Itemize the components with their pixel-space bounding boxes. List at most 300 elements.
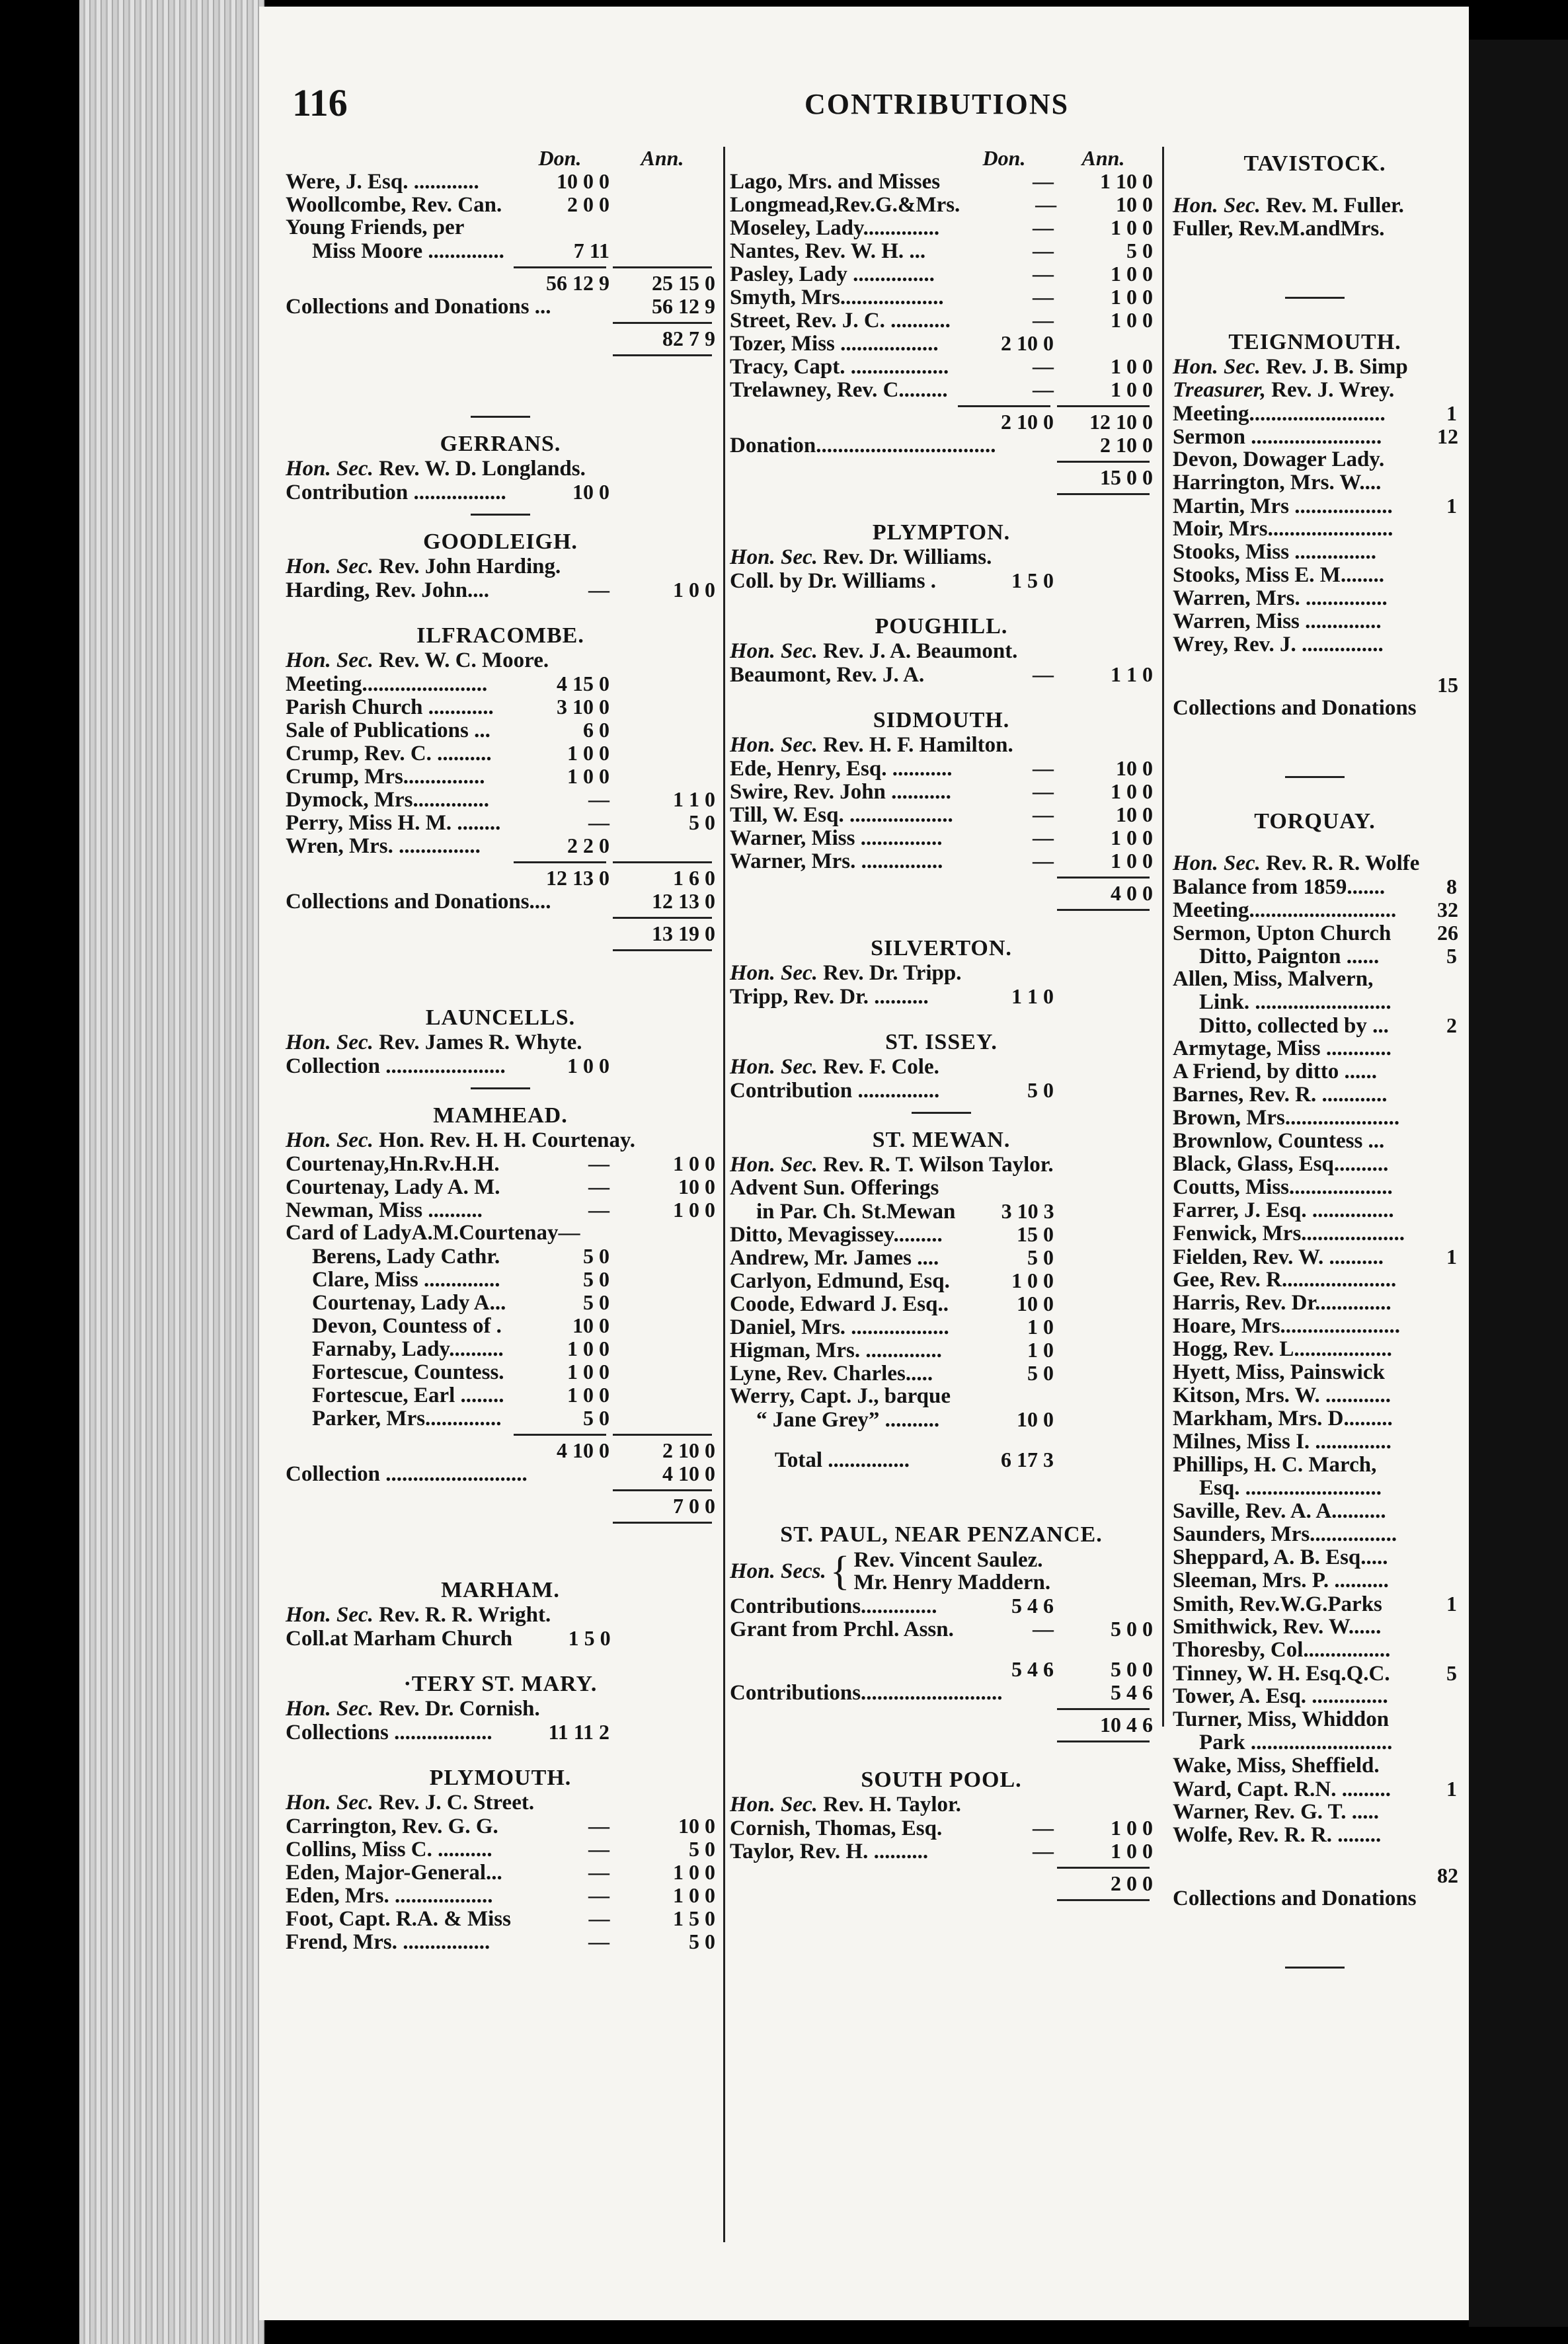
hon-sec-name: Rev. R. T. Wilson Taylor. <box>823 1153 1054 1177</box>
entry-label: Farrer, J. Esq. ............... <box>1173 1198 1394 1222</box>
entry-row <box>730 849 1153 873</box>
don-amount: — <box>1033 262 1054 286</box>
spacer <box>730 1431 1153 1448</box>
entry-label: Crump, Mrs............... <box>286 765 485 789</box>
sum-rule <box>730 401 1153 410</box>
don-amount: 26 <box>1437 921 1458 945</box>
entry-label: Fuller, Rev.M.andMrs. <box>1173 217 1385 241</box>
don-amount: 10 0 0 <box>557 169 609 193</box>
entry-label: in Par. Ch. St.Mewan <box>756 1200 956 1224</box>
entry-label: Smithwick, Rev. W...... <box>1173 1615 1382 1639</box>
entry-label: Turner, Miss, Whiddon <box>1173 1707 1390 1731</box>
hon-sec-line <box>286 1791 715 1815</box>
entry-label: Advent Sun. Offerings <box>730 1176 939 1200</box>
ann-amount: 4 0 0 <box>1111 881 1153 905</box>
section-divider <box>1173 287 1457 308</box>
entry-row <box>1173 1083 1457 1107</box>
don-amount: — <box>1033 169 1054 193</box>
entry-label: Sale of Publications ... <box>286 719 490 742</box>
entry-row <box>1173 1292 1457 1315</box>
entry-label: Devon, Countess of . <box>312 1314 502 1338</box>
don-amount: 6 17 3 <box>1001 1448 1054 1471</box>
don-amount: — <box>1033 802 1054 826</box>
entry-label: Sermon ........................ <box>1173 425 1382 449</box>
entry-label: Hyett, Miss, Painswick <box>1173 1360 1385 1384</box>
entry-row <box>1173 1014 1457 1037</box>
entry-row <box>286 719 715 742</box>
hon-sec-line <box>730 1056 1153 1079</box>
entry-row <box>730 1223 1153 1246</box>
don-amount: 2 10 0 <box>1001 410 1054 434</box>
don-amount: — <box>588 1883 609 1907</box>
entry-row <box>1173 1639 1457 1662</box>
don-rule <box>958 405 1050 407</box>
sum-rule <box>730 1704 1153 1713</box>
entry-label: Devon, Dowager Lady. <box>1173 448 1385 471</box>
section-heading: GERRANS. <box>440 432 561 456</box>
hon-sec-role: Hon. Sec. <box>286 555 373 578</box>
entry-label: Tripp, Rev. Dr. .......... <box>730 985 929 1009</box>
hon-sec-name: Rev. J. Wrey. <box>1271 378 1395 402</box>
ann-amount: 1 0 0 <box>1111 308 1153 332</box>
entry-row <box>1173 875 1457 898</box>
entry-row <box>730 193 1153 216</box>
ann-amount: 10 0 <box>1116 802 1153 826</box>
don-amount: — <box>1033 662 1054 686</box>
don-amount: — <box>588 1814 609 1838</box>
hon-secs-names <box>854 1549 1051 1594</box>
spacer <box>1173 308 1457 325</box>
hon-sec-name: Rev. H. Taylor. <box>823 1793 961 1817</box>
entry-row <box>730 985 1153 1008</box>
don-amount: 1 <box>1446 401 1457 425</box>
entry-label: Donation................................. <box>730 434 996 457</box>
entry-row <box>1173 991 1457 1014</box>
hon-sec-role: Hon. Sec. <box>1173 194 1261 217</box>
entry-row <box>730 1315 1153 1339</box>
ann-rule <box>1057 1708 1150 1710</box>
sum-rule <box>730 1895 1153 1904</box>
column-header <box>730 147 1153 170</box>
entry-row <box>730 780 1153 803</box>
entry-label: Perry, Miss H. M. ........ <box>286 811 501 835</box>
hon-sec-line <box>730 962 1153 985</box>
don-rule <box>514 1434 606 1436</box>
entry-label: Carlyon, Edmund, Esq. <box>730 1269 950 1293</box>
entry-label: Newman, Miss .......... <box>286 1198 483 1222</box>
don-amount: 2 0 0 <box>567 192 609 216</box>
hon-sec-role: Hon. Sec. <box>286 648 373 672</box>
entry-row <box>730 1817 1153 1840</box>
don-amount: — <box>588 1198 609 1222</box>
entry-row <box>730 1681 1153 1704</box>
hon-sec-line <box>730 1153 1153 1177</box>
hon-sec-role: Hon. Sec. <box>1173 851 1261 875</box>
divider-line <box>1285 776 1345 778</box>
entry-label: Black, Glass, Esq.......... <box>1173 1152 1389 1176</box>
section-divider <box>286 504 715 525</box>
ann-rule <box>613 1434 712 1436</box>
entry-row <box>286 765 715 788</box>
section-heading: LAUNCELLS. <box>425 1005 576 1030</box>
don-amount: 1 <box>1446 494 1457 518</box>
don-amount: — <box>1033 239 1054 262</box>
ann-rule <box>613 322 712 324</box>
don-amount: 1 0 0 <box>567 764 609 788</box>
hon-sec-role: Hon. Sec. <box>286 1031 373 1054</box>
entry-label: Phillips, H. C. March, <box>1173 1453 1377 1477</box>
entry-row <box>1173 541 1457 564</box>
entry-row <box>1173 1407 1457 1430</box>
entry-label: Coode, Edward J. Esq.. <box>730 1292 949 1316</box>
sum-rule <box>730 873 1153 882</box>
hon-sec-name: Rev. H. F. Hamilton. <box>823 733 1013 757</box>
ann-amount: 10 0 <box>678 1175 715 1198</box>
entry-row <box>286 742 715 765</box>
entry-row <box>1173 1430 1457 1454</box>
hon-sec-role: Treasurer, <box>1173 378 1266 402</box>
header-spacer <box>730 147 955 170</box>
ann-amount: 1 1 0 <box>673 787 715 811</box>
hon-sec-line <box>1173 194 1457 217</box>
entry-row <box>1173 518 1457 541</box>
don-amount: 1 0 <box>1027 1315 1054 1339</box>
entry-label: Armytage, Miss ............ <box>1173 1036 1392 1060</box>
brace: { <box>830 1548 850 1594</box>
don-amount: 1 0 0 <box>567 1360 609 1384</box>
don-amount: 15 0 <box>1017 1222 1054 1246</box>
entry-row <box>1173 674 1457 697</box>
hon-sec-name: Rev. R. R. Wolfe <box>1266 851 1420 875</box>
ann-amount: 5 0 <box>689 1837 715 1861</box>
entry-label: Park .......................... <box>1199 1731 1393 1754</box>
entry-label: Esq. ......................... <box>1199 1476 1382 1500</box>
hon-sec-line <box>286 1698 715 1721</box>
entry-label: Were, J. Esq. ............ <box>286 170 479 194</box>
section-heading: ·TERY ST. MARY. <box>403 1672 598 1696</box>
hon-sec-line <box>730 546 1153 569</box>
entry-row <box>1173 1176 1457 1199</box>
don-amount: 1 0 0 <box>1011 1269 1054 1292</box>
entry-row <box>730 1362 1153 1385</box>
entry-row <box>730 1292 1153 1315</box>
ann-amount: 1 0 0 <box>1111 849 1153 873</box>
ann-header: Ann. <box>641 146 684 170</box>
don-amount: — <box>1033 308 1054 332</box>
entry-row <box>730 262 1153 286</box>
entry-label: Beaumont, Rev. J. A. <box>730 663 925 687</box>
entry-row <box>1173 1887 1457 1910</box>
entry-row <box>286 1222 715 1245</box>
entry-row <box>286 1815 715 1838</box>
hon-sec-line <box>286 649 715 672</box>
don-amount: — <box>588 1837 609 1861</box>
entry-label: Tinney, W. H. Esq.Q.C. <box>1173 1662 1390 1686</box>
ann-rule <box>1057 1740 1150 1742</box>
ann-rule <box>1057 493 1150 495</box>
entry-label: Fortescue, Countess. <box>312 1360 504 1384</box>
entry-label: Courtenay,Hn.Rv.H.H. <box>286 1152 500 1176</box>
entry-row <box>1173 1037 1457 1060</box>
section-heading: PLYMPTON. <box>872 520 1011 545</box>
don-amount: 12 <box>1437 424 1458 448</box>
entry-row <box>286 1721 715 1744</box>
hon-sec-name: Rev. R. R. Wright. <box>379 1603 551 1627</box>
hon-sec-name: Rev. M. Fuller. <box>1266 194 1404 217</box>
spacer <box>730 1746 1153 1763</box>
hon-sec-line <box>730 734 1153 757</box>
don-amount: 5 <box>1446 944 1457 968</box>
ann-rule <box>613 1489 712 1491</box>
don-amount: 1 <box>1446 1245 1457 1269</box>
section-heading: POUGHILL. <box>875 614 1008 639</box>
entry-label: Collections and Donations <box>1173 1887 1417 1910</box>
spacer <box>1173 1847 1457 1864</box>
ann-amount: 1 0 0 <box>1111 1816 1153 1840</box>
entry-label: Wrey, Rev. J. ............... <box>1173 633 1384 656</box>
don-amount: 1 1 0 <box>1011 984 1054 1008</box>
don-amount: 6 0 <box>583 718 609 742</box>
entry-row <box>1173 1454 1457 1477</box>
entry-label: Wren, Mrs. ............... <box>286 834 481 858</box>
don-amount: 8 <box>1446 875 1457 898</box>
don-amount: 11 11 2 <box>548 1720 609 1744</box>
entry-label: Trelawney, Rev. C......... <box>730 378 948 402</box>
don-amount: — <box>588 1930 609 1953</box>
entry-row <box>730 803 1153 826</box>
ann-rule <box>613 266 712 268</box>
ann-amount: 1 0 0 <box>673 578 715 602</box>
don-amount: — <box>1033 377 1054 401</box>
entry-row <box>286 1861 715 1884</box>
entry-label: Collections .................. <box>286 1721 492 1744</box>
entry-row <box>1173 471 1457 494</box>
don-amount: — <box>588 1152 609 1175</box>
entry-row <box>730 1408 1153 1431</box>
hon-sec-name: Rev. F. Cole. <box>823 1055 939 1079</box>
section-heading: TAVISTOCK. <box>1243 151 1386 176</box>
don-amount: — <box>588 1906 610 1930</box>
entry-row <box>286 1384 715 1407</box>
don-amount: 5 0 <box>583 1267 609 1291</box>
entry-label: Hoare, Mrs...................... <box>1173 1314 1401 1338</box>
entry-row <box>286 1054 715 1077</box>
ann-amount: 1 1 0 <box>1111 662 1153 686</box>
don-amount: — <box>1033 1617 1054 1641</box>
sum-rule <box>286 857 715 867</box>
ann-amount: 10 0 <box>1116 192 1153 216</box>
entry-row <box>1173 1546 1457 1569</box>
entry-row <box>1173 1060 1457 1083</box>
entry-label: Lyne, Rev. Charles..... <box>730 1362 933 1386</box>
section-divider <box>1173 766 1457 787</box>
entry-row <box>286 1245 715 1268</box>
don-amount: 7 11 <box>573 239 609 262</box>
entry-row <box>730 757 1153 780</box>
ann-header: Ann. <box>1081 146 1125 170</box>
divider-line <box>1285 1967 1345 1969</box>
entry-row <box>286 272 715 295</box>
page-number: 116 <box>292 81 348 124</box>
hon-sec-line <box>286 457 715 481</box>
entry-label: Stooks, Miss E. M........ <box>1173 563 1384 587</box>
hon-sec-name: Rev. J. B. Simp <box>1266 355 1408 379</box>
section-heading: SILVERTON. <box>871 936 1012 960</box>
entry-label: Smyth, Mrs................... <box>730 286 944 309</box>
entry-row <box>1173 494 1457 518</box>
ann-amount: 1 0 0 <box>1111 285 1153 309</box>
entry-row <box>730 882 1153 905</box>
section-divider <box>286 1077 715 1099</box>
entry-row <box>1173 1222 1457 1245</box>
entry-label: Dymock, Mrs.............. <box>286 788 489 812</box>
sum-rule <box>730 1737 1153 1746</box>
entry-label: Courtenay, Lady A. M. <box>286 1175 500 1199</box>
don-amount: 5 0 <box>1027 1245 1054 1269</box>
hon-sec-role: Hon. Sec. <box>286 1128 373 1152</box>
entry-row <box>286 1360 715 1384</box>
entry-label: Sleeman, Mrs. P. .......... <box>1173 1569 1389 1592</box>
entry-label: Moseley, Lady.............. <box>730 216 940 240</box>
entry-row <box>1173 1708 1457 1731</box>
don-amount: 5 4 6 <box>1011 1594 1054 1618</box>
entry-label: Ditto, collected by ... <box>1199 1014 1389 1038</box>
spacer <box>286 360 715 406</box>
entry-row <box>730 466 1153 489</box>
entry-row <box>286 1838 715 1861</box>
spacer <box>1173 241 1457 287</box>
entry-label: Collections and Donations <box>1173 696 1417 720</box>
spacer <box>730 1008 1153 1025</box>
entry-row <box>1173 1523 1457 1546</box>
entry-row <box>730 1385 1153 1408</box>
don-amount: — <box>1033 756 1054 780</box>
entry-label: Higman, Mrs. .............. <box>730 1339 942 1362</box>
entry-row <box>286 1175 715 1198</box>
entry-row <box>1173 1592 1457 1616</box>
don-amount: 10 0 <box>572 1313 609 1337</box>
column-header <box>286 147 715 170</box>
don-amount: 2 <box>1446 1013 1457 1037</box>
entry-row <box>730 1079 1153 1102</box>
don-amount: — <box>1033 354 1054 378</box>
entry-label: Werry, Capt. J., barque <box>730 1384 951 1408</box>
entry-label: Pasley, Lady ............... <box>730 262 935 286</box>
divider-line <box>1285 297 1345 299</box>
entry-row <box>1173 1245 1457 1269</box>
entry-row <box>286 295 715 318</box>
don-amount: 1 <box>1446 1592 1457 1616</box>
entry-label: Nantes, Rev. W. H. ... <box>730 239 926 263</box>
hon-sec-role: Hon. Sec. <box>286 457 373 481</box>
section-divider <box>730 1102 1153 1123</box>
entry-label: Collections and Donations.... <box>286 890 551 914</box>
entry-row <box>286 788 715 811</box>
entry-row <box>1173 1107 1457 1130</box>
ann-rule <box>1057 877 1150 879</box>
entry-row <box>730 355 1153 378</box>
entry-row <box>286 1495 715 1518</box>
entry-label: Cornish, Thomas, Esq. <box>730 1817 943 1840</box>
spacer <box>286 602 715 619</box>
sum-rule <box>286 262 715 272</box>
don-amount: — <box>1033 849 1054 873</box>
entry-label: Fortescue, Earl ........ <box>312 1384 504 1407</box>
entry-row <box>1173 1824 1457 1847</box>
section-heading: MARHAM. <box>441 1578 560 1602</box>
entry-row <box>1173 898 1457 921</box>
entry-label: Kitson, Mrs. W. ............ <box>1173 1384 1392 1407</box>
entry-row <box>286 890 715 913</box>
ann-amount: 5 4 6 <box>1111 1680 1153 1704</box>
hon-sec-line <box>286 1129 715 1152</box>
hon-sec-role: Hon. Sec. <box>730 545 818 569</box>
divider-line <box>912 1112 971 1114</box>
don-amount: 5 4 6 <box>1011 1657 1054 1681</box>
entry-row <box>286 867 715 890</box>
entry-label: Warren, Miss .............. <box>1173 609 1382 633</box>
spacer <box>730 686 1153 703</box>
don-amount: 32 <box>1437 898 1458 921</box>
hon-sec-name: Hon. Rev. H. H. Courtenay. <box>379 1128 635 1152</box>
entry-label: Parker, Mrs.............. <box>312 1407 502 1430</box>
don-amount: 3 10 3 <box>1001 1199 1054 1223</box>
don-amount: — <box>588 1860 609 1884</box>
entry-row <box>286 1291 715 1314</box>
don-amount: 5 0 <box>1027 1078 1054 1102</box>
column-rule-2 <box>1162 147 1164 1727</box>
ann-rule <box>613 917 712 919</box>
sum-rule <box>730 905 1153 914</box>
ann-amount: 1 0 0 <box>673 1883 715 1907</box>
entry-row <box>1173 633 1457 656</box>
entry-label: Gee, Rev. R..................... <box>1173 1268 1397 1292</box>
page-edge-stack <box>79 0 264 2344</box>
hon-sec-line <box>286 555 715 578</box>
entry-label: Meeting......................... <box>1173 402 1386 426</box>
ann-amount: 82 7 9 <box>662 327 715 350</box>
entry-label: Harris, Rev. Dr.............. <box>1173 1291 1392 1315</box>
don-header: Don. <box>538 146 582 170</box>
don-amount: 10 0 <box>1017 1407 1054 1431</box>
don-amount: — <box>1033 285 1054 309</box>
ann-amount: 1 0 0 <box>1111 377 1153 401</box>
running-head: CONTRIBUTIONS <box>804 88 1070 120</box>
ann-amount: 2 0 0 <box>1111 1871 1153 1895</box>
ann-amount: 5 0 <box>689 810 715 834</box>
don-amount: 3 10 0 <box>557 695 609 719</box>
section-heading: TEIGNMOUTH. <box>1228 330 1401 354</box>
don-amount: 2 10 0 <box>1001 331 1054 355</box>
entry-row <box>286 1198 715 1222</box>
entry-label: Collection .......................... <box>286 1462 528 1486</box>
don-amount: 56 12 9 <box>546 271 609 295</box>
ann-amount: 1 0 0 <box>1111 354 1153 378</box>
don-amount: 1 5 0 <box>568 1626 611 1650</box>
ann-amount: 1 0 0 <box>1111 826 1153 849</box>
entry-row <box>286 1407 715 1430</box>
ann-rule <box>1057 1899 1150 1901</box>
book-page <box>259 7 1469 2320</box>
entry-row <box>1173 448 1457 471</box>
don-amount: 1 0 0 <box>567 1383 609 1407</box>
entry-row <box>1173 1685 1457 1708</box>
entry-row <box>1173 1338 1457 1361</box>
entry-label: Collection ...................... <box>286 1054 506 1078</box>
hon-sec-role: Hon. Sec. <box>730 639 818 663</box>
divider-line <box>471 514 530 516</box>
entry-row <box>730 378 1153 401</box>
